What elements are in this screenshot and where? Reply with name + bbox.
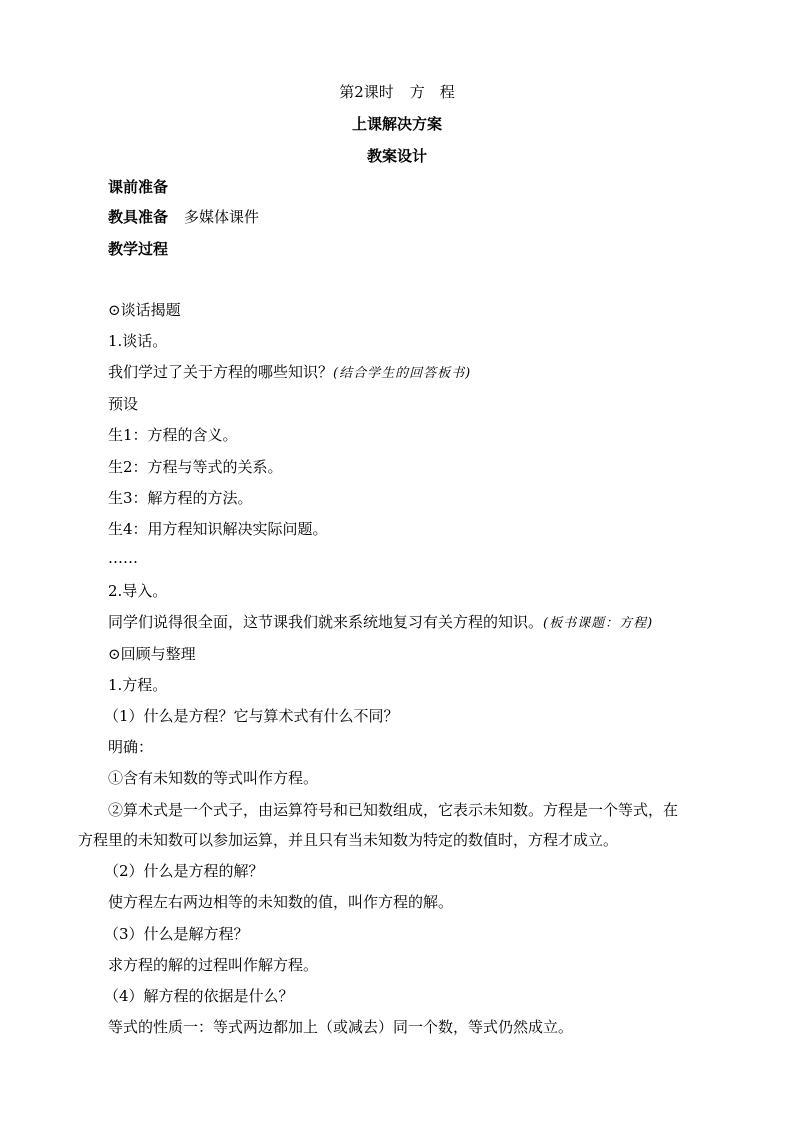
board-note: (板书课题：方程): [543, 616, 654, 631]
paragraph-text: 同学们说得很全面，这节课我们就来系统地复习有关方程的知识。: [108, 613, 544, 631]
paragraph: [0, 612, 794, 634]
question: （2）什么是方程的解？: [104, 862, 264, 880]
tools-label: 教具准备: [108, 208, 169, 226]
paragraph: 生3：解方程的方法。: [108, 489, 253, 507]
paragraph: 2.导入。: [108, 582, 168, 600]
paragraph-text: 我们学过了关于方程的哪些知识？: [108, 363, 334, 381]
lesson-number: 第2课时: [339, 83, 394, 101]
process-heading: 教学过程: [108, 240, 169, 258]
tools-line: [0, 207, 794, 227]
paragraph: 使方程左右两边相等的未知数的值，叫作方程的解。: [108, 893, 454, 911]
page-subtitle: 上课解决方案: [351, 115, 442, 133]
paragraph: 明确：: [108, 738, 154, 756]
board-note: (结合学生的回答板书): [333, 366, 472, 381]
lesson-topic: 方 程: [409, 83, 455, 101]
tools-value: 多媒体课件: [184, 208, 260, 226]
paragraph: 1.方程。: [108, 676, 168, 694]
design-heading: 教案设计: [366, 147, 427, 165]
paragraph: 生1：方程的含义。: [108, 426, 238, 444]
paragraph: ①含有未知数的等式叫作方程。: [108, 769, 319, 787]
paragraph: 等式的性质一：等式两边都加上（或减去）同一个数，等式仍然成立。: [108, 1018, 574, 1036]
paragraph: 1.谈话。: [108, 332, 168, 350]
paragraph-continuation: 方程里的未知数可以参加运算，并且只有当未知数为特定的数值时，方程才成立。: [78, 831, 619, 849]
question: （1）什么是方程？它与算术式有什么不同？: [104, 707, 399, 725]
ellipsis: ……: [108, 549, 138, 567]
section-heading: ⊙回顾与整理: [108, 645, 196, 663]
paragraph: 生2：方程与等式的关系。: [108, 458, 283, 476]
paragraph: [0, 362, 794, 384]
paragraph: 求方程的解的过程叫作解方程。: [108, 956, 319, 974]
paragraph: 预设: [108, 395, 139, 413]
paragraph: 生4：用方程知识解决实际问题。: [108, 520, 328, 538]
question: （3）什么是解方程？: [104, 925, 249, 943]
prep-heading: 课前准备: [108, 178, 169, 196]
section-heading: ⊙谈话揭题: [108, 301, 181, 319]
paragraph: ②算术式是一个式子，由运算符号和已知数组成，它表示未知数。方程是一个等式，在: [108, 801, 679, 819]
page-title: [0, 82, 794, 102]
question: （4）解方程的依据是什么？: [104, 987, 294, 1005]
